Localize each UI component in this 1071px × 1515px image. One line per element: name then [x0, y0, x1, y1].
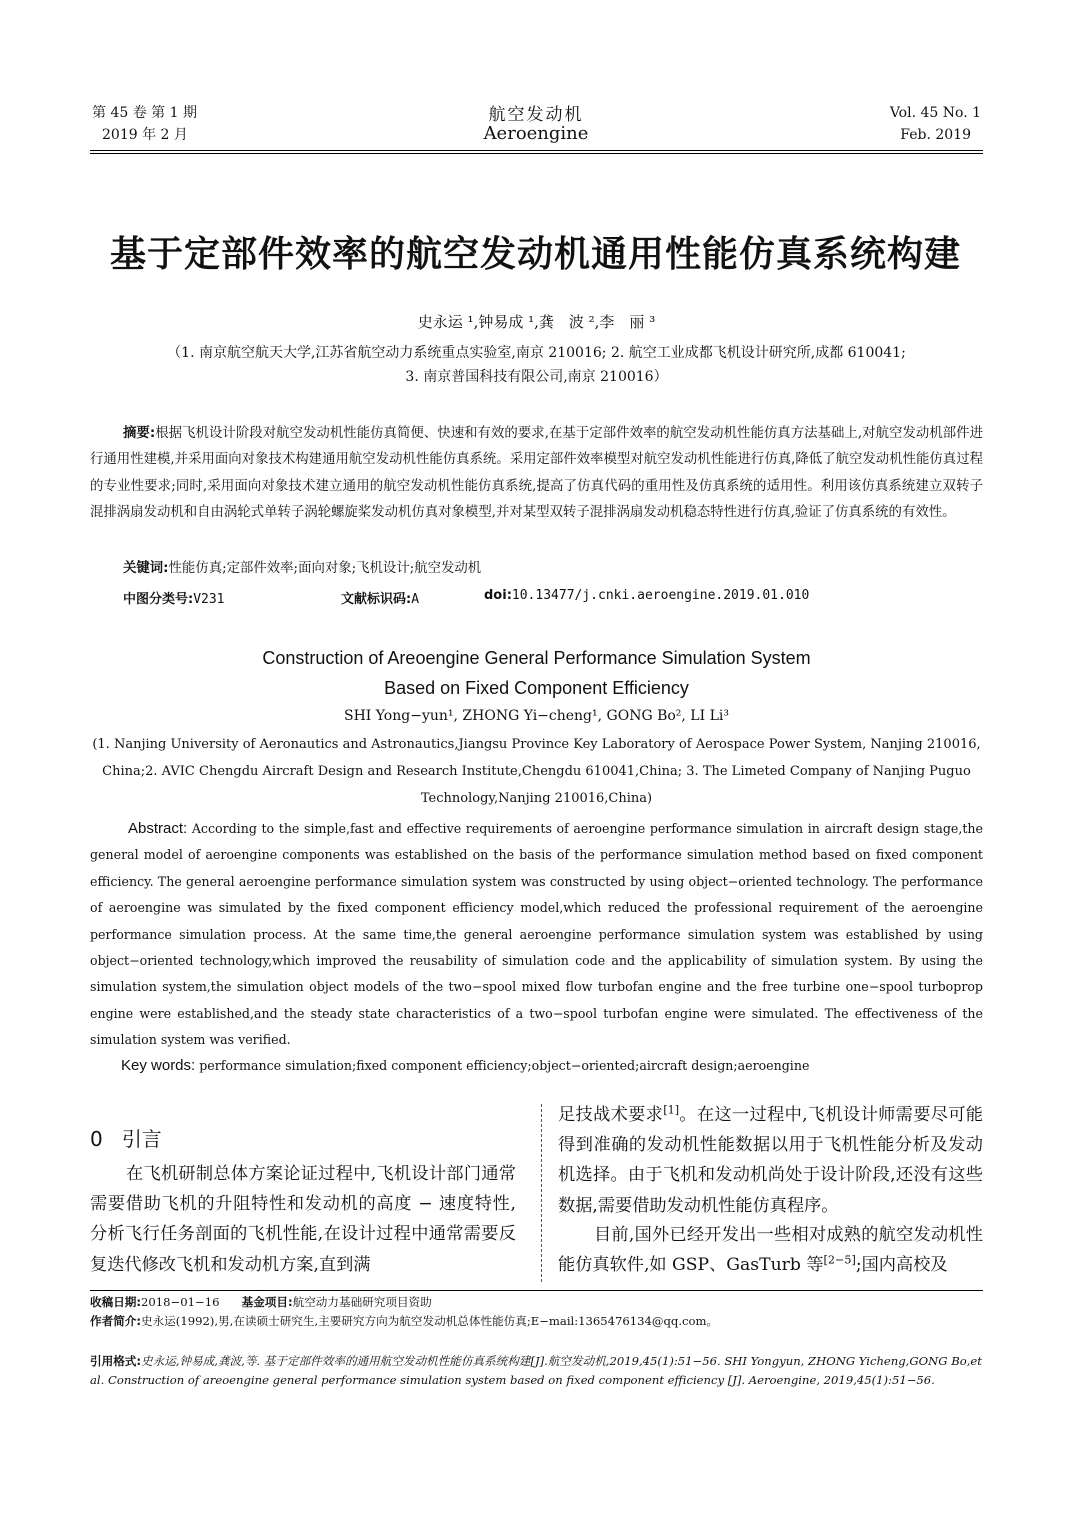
intro-right-text-a: 足技战术要求 [558, 1105, 664, 1125]
affiliation-en-line3: Technology,Nanjing 210016,China) [420, 791, 653, 806]
received-label: 收稿日期: [90, 1295, 142, 1309]
reference-mark: [2−5] [823, 1253, 856, 1267]
header-volume-cn: 第 45 卷 第 1 期 [92, 105, 197, 121]
header-rule-thin [90, 153, 983, 154]
doc-value: A [411, 592, 420, 607]
intro-right-paragraph-1 [558, 1100, 983, 1221]
reference-mark: [1] [663, 1103, 680, 1117]
doc-label: 文献标识码: [341, 592, 412, 607]
doi [484, 588, 809, 603]
footnote-author [90, 1312, 983, 1331]
abstract-cn-text: 根据飞机设计阶段对航空发动机性能仿真简便、快速和有效的要求,在基于定部件效率的航空发动机性能仿真方法基础上,对航空发动机部件进行通用性建模,并采用面向对象技术构建通用航空发动机性能仿真系统。采用定部件效率模型对航空发动机性能进行仿真,降低了航空发动机性能仿真过程的专业性要求;同时,采用面向对象技术建立通用的航空发动机性能仿真系统,提高了仿真代码的重用性及仿真系统的适用性。利用该仿真系统建立双转子混排涡扇发动机和自由涡轮式单转子涡轮螺旋桨发动机仿真对象模型,并对某型双转子混排涡扇发动机稳态特性进行仿真,验证了仿真系统的有效性。 [90, 426, 983, 521]
fund-label: 基金项目: [241, 1295, 293, 1309]
header-journal-cn: 航空发动机 [488, 105, 584, 125]
authors-cn: 史永运 ¹,钟易成 ¹,龚 波 ²,李 丽 ³ [417, 313, 656, 331]
footnote-received [90, 1293, 983, 1312]
keywords-en [121, 1053, 983, 1079]
citation-label: 引用格式: [90, 1354, 142, 1368]
column-divider [541, 1104, 542, 1282]
intro-right-text-b: 。在这一过程中,飞机设计师需要尽可能得到准确的发动机性能数据以用于飞机性能分析及发动机选择。由于飞机和发动机尚处于设计阶段,还没有这些数据,需要借助发动机性能仿真程序。 [558, 1105, 983, 1216]
citation-text: 史永运,钟易成,龚波,等. 基于定部件效率的通用航空发动机性能仿真系统构建[J].航空发动机,2019,45(1):51−56. SHI Yongyun, ZHONG Yicheng,GONG Bo,et al. Construction of areoengine general performance simulation system based on fixed component efficiency [J]. Aeroengine, 2019,45(1):51−56. [90, 1354, 982, 1387]
header-volume-en: Vol. 45 No. 1 [889, 105, 981, 121]
paper-title-en-line1: Construction of Areoengine General Performance Simulation System [262, 648, 811, 668]
section-number: 0 [90, 1127, 103, 1151]
intro-right-text-c: 目前,国外已经开发出一些相对成熟的航空发动机性能仿真软件,如 GSP、GasTurb 等 [558, 1225, 983, 1276]
abstract-cn [90, 421, 983, 527]
header-rule-thick [90, 150, 983, 151]
abstract-en-label: Abstract: [128, 820, 188, 837]
doc-code [341, 588, 419, 607]
section-heading [90, 1123, 162, 1152]
affiliation-en-line2: China;2. AVIC Chengdu Aircraft Design and Research Institute,Chengdu 610041,China; 3. The Limeted Company of Nanjing Puguo [102, 764, 971, 779]
citation-format [90, 1352, 983, 1389]
abstract-cn-label: 摘要: [123, 426, 156, 441]
header-date-cn: 2019 年 2 月 [102, 127, 188, 143]
keywords-en-label: Key words: [121, 1057, 196, 1074]
affiliation-cn-line1: （1. 南京航空航天大学,江苏省航空动力系统重点实验室,南京 210016; 2. 航空工业成都飞机设计研究所,成都 610041; [167, 345, 906, 361]
clc-number [123, 588, 225, 607]
doi-label: doi: [484, 588, 512, 603]
author-bio-value: 史永运(1992),男,在读硕士研究生,主要研究方向为航空发动机总体性能仿真;E−mail:1365476134@qq.com。 [141, 1314, 719, 1328]
header-date-en: Feb. 2019 [900, 127, 971, 143]
footnote-rule [90, 1290, 983, 1291]
abstract-en [90, 816, 983, 1054]
paper-title-cn: 基于定部件效率的航空发动机通用性能仿真系统构建 [109, 233, 961, 275]
author-bio-label: 作者简介: [90, 1314, 142, 1328]
received-value: 2018−01−16 [141, 1295, 220, 1309]
affiliation-en-line1: (1. Nanjing University of Aeronautics and Astronautics,Jiangsu Province Key Laboratory of Aerospace Power System, Nanjing 210016, [92, 737, 981, 752]
intro-right-paragraph-2 [558, 1220, 983, 1280]
clc-label: 中图分类号: [123, 592, 194, 607]
authors-en: SHI Yong−yun¹, ZHONG Yi−cheng¹, GONG Bo², LI Li³ [344, 708, 729, 724]
paper-title-en-line2: Based on Fixed Component Efficiency [384, 678, 689, 698]
keywords-cn-text: 性能仿真;定部件效率;面向对象;飞机设计;航空发动机 [168, 561, 482, 576]
intro-right-text-d: ;国内高校及 [855, 1255, 948, 1276]
keywords-cn [123, 556, 983, 582]
keywords-cn-label: 关键词: [123, 561, 169, 576]
fund-value: 航空动力基础研究项目资助 [292, 1295, 432, 1309]
keywords-en-text: performance simulation;fixed component efficiency;object−oriented;aircraft design;aeroengine [199, 1058, 810, 1073]
clc-value: V231 [193, 592, 225, 607]
section-title: 引言 [121, 1127, 162, 1151]
affiliation-cn-line2: 3. 南京普国科技有限公司,南京 210016） [405, 369, 668, 385]
intro-left-paragraph: 在飞机研制总体方案论证过程中,飞机设计部门通常需要借助飞机的升阻特性和发动机的高度 − 速度特性,分析飞行任务剖面的飞机性能,在设计过程中通常需要反复迭代修改飞机和发动机方案,直到满 [90, 1164, 516, 1275]
doi-value: 10.13477/j.cnki.aeroengine.2019.01.010 [511, 588, 810, 603]
abstract-en-text: According to the simple,fast and effective requirements of aeroengine performance simulation in aircraft design stage,the general model of aeroengine components was established on the basis of the performance simulation method based on fixed component efficiency. The general aeroengine performance simulation system was constructed by using object−oriented technology. The performance of aeroengine was simulated by the fixed component efficiency model,which reduced the professional requirement of the aeroengine performance simulation process. At the same time,the general aeroengine performance simulation system was established by using object−oriented technology,which improved the reusability of simulation code and the applicability of simulation system. By using the simulation system,the simulation object models of the two−spool mixed flow turbofan engine and the free turbine one−spool turboprop engine were established,and the steady state characteristics of a two−spool turbofan engine were simulated. The effectiveness of the simulation system was verified. [90, 821, 983, 1048]
header-journal-en: Aeroengine [483, 123, 589, 144]
